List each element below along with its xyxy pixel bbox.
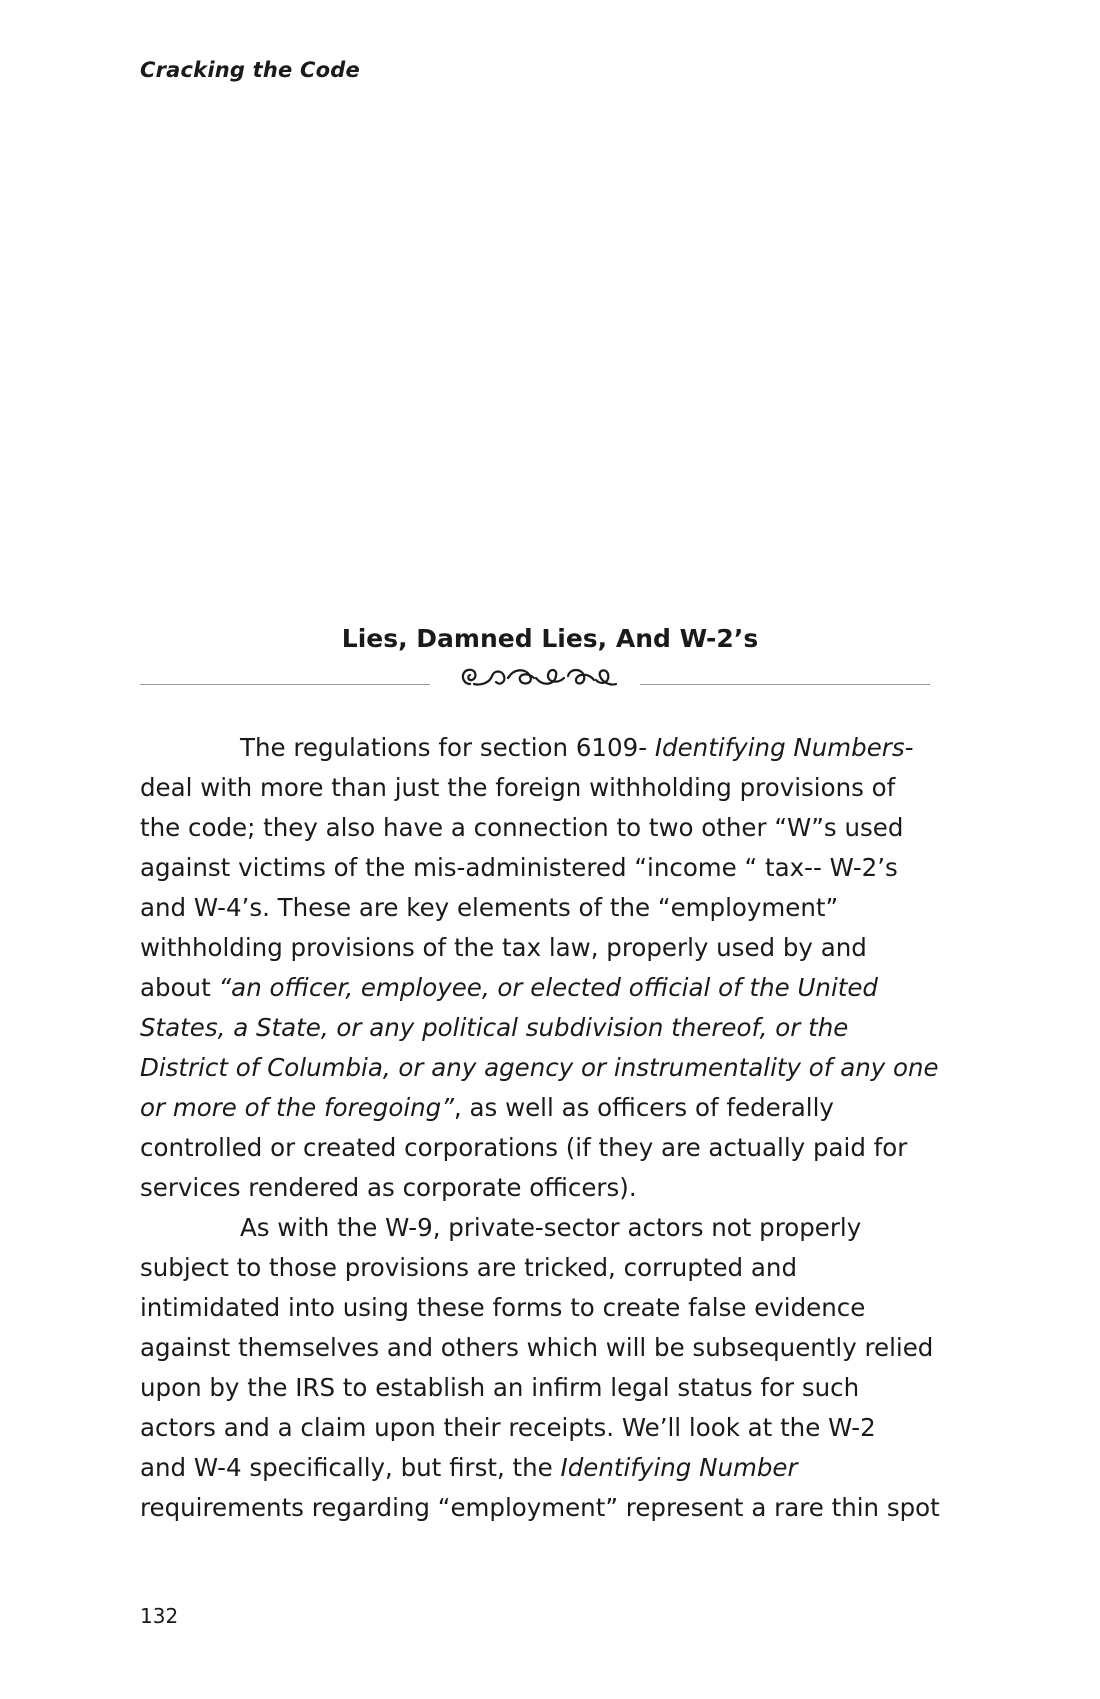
body-text [140, 728, 940, 1528]
text-line: about “an officer, employee, or elected official of the United [140, 973, 878, 1002]
text-line: intimidated into using these forms to create false evidence [140, 1293, 866, 1322]
text-line: deal with more than just the foreign withholding provisions of [140, 773, 896, 802]
text-line: States, a State, or any political subdivision thereof, or the [140, 1013, 849, 1042]
running-head: Cracking the Code [140, 58, 360, 82]
chapter-title: Lies, Damned Lies, And W-2’s [341, 624, 759, 653]
text-line: actors and a claim upon their receipts. We’ll look at the W-2 [140, 1413, 876, 1442]
text-line: subject to those provisions are tricked, corrupted and [140, 1253, 797, 1282]
text-line: District of Columbia, or any agency or instrumentality of any one [140, 1053, 939, 1082]
paragraph-2 [140, 1208, 940, 1528]
text-line: services rendered as corporate officers). [140, 1173, 637, 1202]
text-line: As with the W-9, private-sector actors not properly [240, 1213, 862, 1242]
text-line: withholding provisions of the tax law, properly used by and [140, 933, 867, 962]
text-line: upon by the IRS to establish an infirm legal status for such [140, 1373, 860, 1402]
text-line: The regulations for section 6109- Identifying Numbers- [240, 733, 914, 762]
text-line: or more of the foregoing”, as well as officers of federally [140, 1093, 834, 1122]
text-line: and W-4’s. These are key elements of the “employment” [140, 893, 839, 922]
scroll-flourish-icon [430, 662, 640, 692]
text-line: and W-4 specifically, but first, the Identifying Number [140, 1453, 798, 1482]
text-line: the code; they also have a connection to two other “W”s used [140, 813, 904, 842]
text-line: against victims of the mis-administered “income “ tax-- W-2’s [140, 853, 898, 882]
text-line: against themselves and others which will be subsequently relied [140, 1333, 934, 1362]
text-line: controlled or created corporations (if they are actually paid for [140, 1133, 908, 1162]
paragraph-1 [140, 728, 939, 1208]
page-number: 132 [140, 1604, 179, 1628]
text-line: requirements regarding “employment” represent a rare thin spot [140, 1493, 940, 1522]
